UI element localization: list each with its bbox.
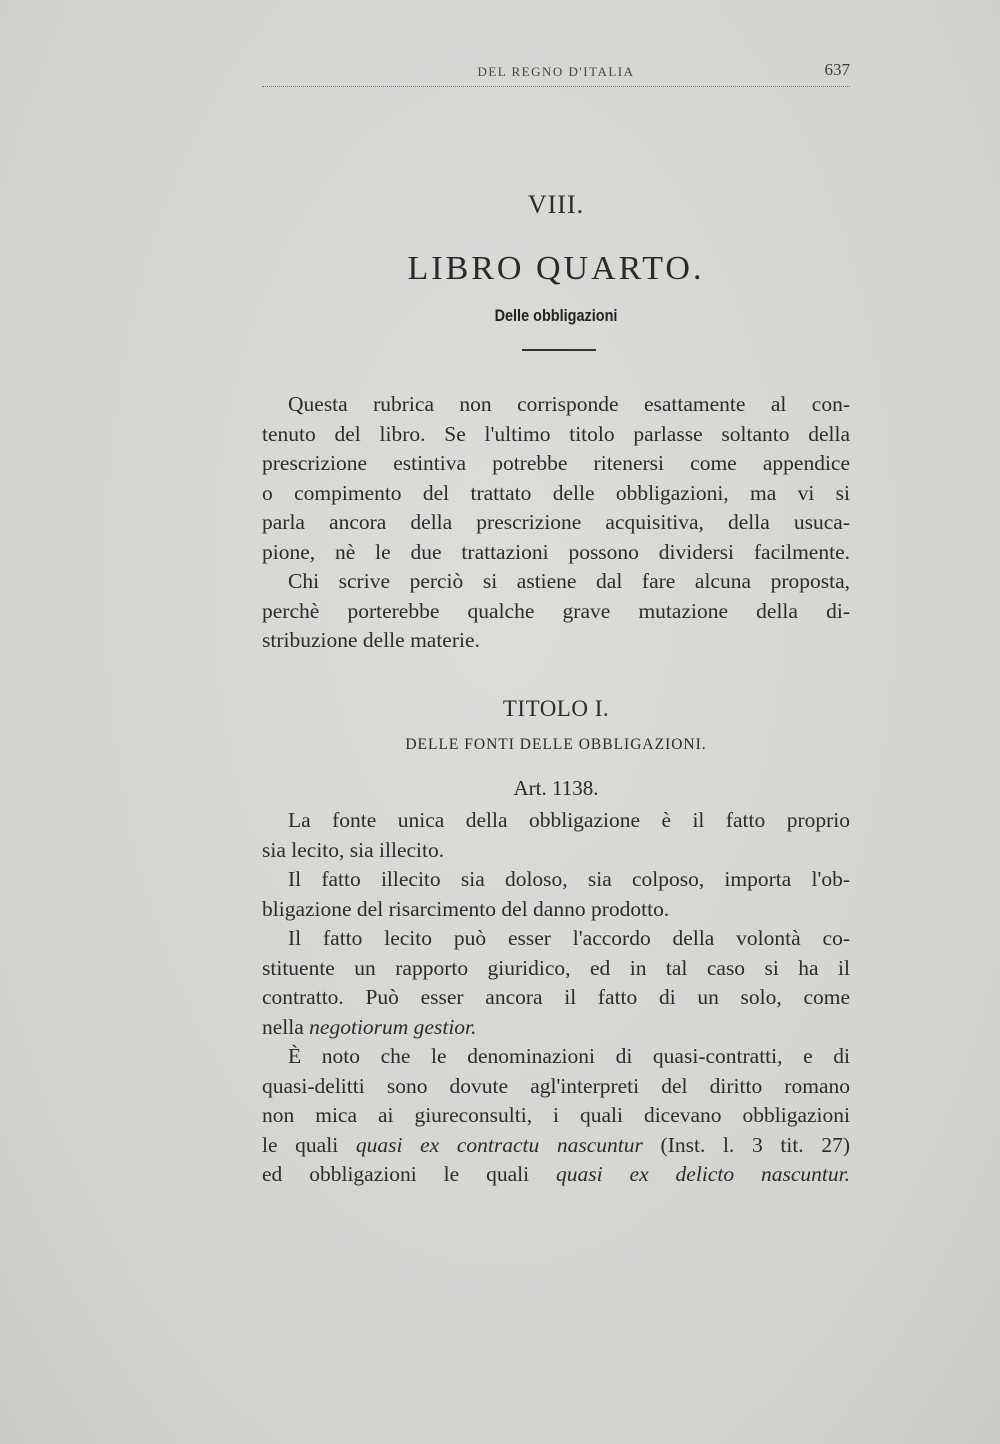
text-line: o compimento del trattato delle obbligazioni, ma vi si xyxy=(262,480,850,505)
text-run: ed obbligazioni le quali xyxy=(262,1162,557,1186)
text-run: (Inst. l. 3 tit. 27) xyxy=(642,1132,850,1157)
intro-paragraph xyxy=(262,390,850,656)
title-rule xyxy=(522,349,596,351)
text-line: Il fatto lecito può esser l'accordo della volontà co- xyxy=(288,926,850,950)
text-line: Questa rubrica non corrisponde esattamente al con- xyxy=(288,392,850,416)
text-line: È noto che le denominazioni di quasi-contratti, e di xyxy=(288,1044,850,1068)
text-line: bligazione del risarcimento del danno prodotto. xyxy=(262,896,670,921)
italic-text: quasi ex delicto nascuntur. xyxy=(556,1162,850,1186)
book-title: LIBRO QUARTO. xyxy=(407,250,705,287)
text-line: Il fatto illecito sia doloso, sia colposo, importa l'ob- xyxy=(288,867,850,891)
section-subtitle: DELLE FONTI DELLE OBBLIGAZIONI. xyxy=(405,736,707,753)
text-line: stribuzione delle materie. xyxy=(262,628,480,652)
text-line: sia lecito, sia illecito. xyxy=(262,837,445,862)
text-line: contratto. Può esser ancora il fatto di un solo, come xyxy=(262,985,850,1009)
article-body xyxy=(262,806,850,1190)
text-run: le quali xyxy=(262,1132,356,1157)
page-number: 637 xyxy=(824,60,850,79)
text-line: quasi-delitti sono dovute agl'interpreti del diritto romano xyxy=(262,1073,850,1098)
text-line: parla ancora della prescrizione acquisitiva, della usuca- xyxy=(262,510,850,534)
italic-text: negotiorum gestior. xyxy=(309,1014,477,1039)
book-subtitle: Delle obbligazioni xyxy=(494,306,618,325)
text-line: Chi scrive perciò si astiene dal fare alcuna proposta, xyxy=(288,569,850,593)
running-header xyxy=(262,62,850,87)
text-line: non mica ai giureconsulti, i quali dicevano obbligazioni xyxy=(262,1103,850,1127)
text-run: nella xyxy=(262,1014,310,1039)
text-line: La fonte unica della obbligazione è il fatto proprio xyxy=(288,808,850,832)
text-line: tenuto del libro. Se l'ultimo titolo parlasse soltanto della xyxy=(262,421,850,446)
running-title: DEL REGNO D'ITALIA xyxy=(477,64,635,79)
text-line: pione, nè le due trattazioni possono dividersi facilmente. xyxy=(262,539,850,564)
text-line: stituente un rapporto giuridico, ed in tal caso si ha il xyxy=(262,955,850,980)
text-line: prescrizione estintiva potrebbe ritenersi come appendice xyxy=(262,451,850,475)
text-line xyxy=(262,1160,850,1190)
text-line: perchè porterebbe qualche grave mutazione della di- xyxy=(262,598,850,623)
text-line xyxy=(262,1131,850,1161)
italic-text: quasi ex contractu nascuntur xyxy=(355,1132,643,1157)
article-number: Art. 1138. xyxy=(513,776,599,800)
text-line xyxy=(262,1013,850,1043)
chapter-number: VIII. xyxy=(527,190,585,219)
section-title: TITOLO I. xyxy=(502,696,610,721)
